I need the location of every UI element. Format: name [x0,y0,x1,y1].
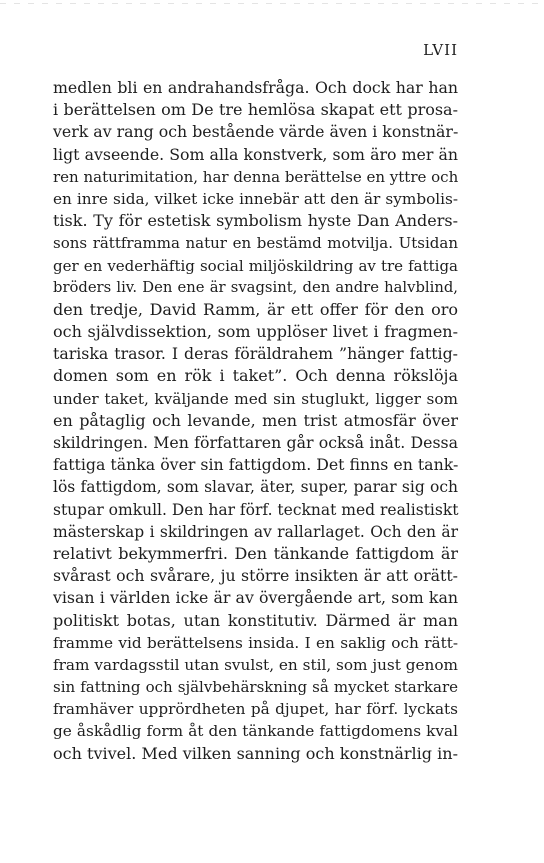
text-line: framme vid berättelsens insida. I en saklig och rätt- [53,633,458,652]
text-line: och tvivel. Med vilken sanning och konstnärlig in- [53,743,458,763]
text-line: skildringen. Men författaren går också inåt. Dessa [53,433,458,452]
text-line: politiskt botas, utan konstitutiv. Därmed är man [53,610,458,630]
text-line: visan i världen icke är av övergående art, som kan [53,588,458,608]
scan-edge-marks [0,3,544,4]
text-line: lös fattigdom, som slavar, äter, super, parar sig och [53,478,458,497]
body-text [53,77,458,765]
text-line: ren naturimitation, har denna berättelse en yttre och [53,167,459,186]
text-line: stupar omkull. Den har förf. tecknat med realistiskt [53,500,459,519]
text-line: fram vardagsstil utan svulst, en stil, som just genom [53,655,458,674]
text-line: relativt bekymmerfri. Den tänkande fattigdom är [53,543,458,563]
text-line: bröders liv. Den ene är svagsint, den andre halvblind, [53,278,458,296]
text-line: ge åskådlig form åt den tänkande fattigdomens kval [53,722,458,741]
text-line: fattiga tänka över sin fattigdom. Det finns en tank- [53,455,459,475]
text-line: tariska trasor. I deras föräldrahem ”hänger fattig- [53,344,458,364]
text-line: sin fattning och självbehärskning så mycket starkare [53,678,458,697]
text-line: en påtaglig och levande, men trist atmosfär över [53,410,458,430]
text-line: domen som en rök i taket”. Och denna rökslöja [53,366,458,386]
text-line: ligt avseende. Som alla konstverk, som äro mer än [53,144,458,164]
text-line: en inre sida, vilket icke innebär att den är symbolis- [53,189,458,208]
text-line: den tredje, David Ramm, är ett offer för den oro [53,299,458,319]
text-line: svårast och svårare, ju större insikten är att orätt- [53,566,458,586]
text-line: under taket, kväljande med sin stuglukt, ligger som [53,389,458,408]
text-line: tisk. Ty för estetisk symbolism hyste Dan Anders- [53,211,458,231]
text-line: medlen bli en andrahandsfråga. Och dock har han [53,78,458,97]
text-line: verk av rang och bestående värde även i konstnär- [53,122,459,142]
text-line: sons rättframma natur en bestämd motvilja. Utsidan [53,234,458,253]
text-line: ger en vederhäftig social miljöskildring av tre fattiga [53,256,458,275]
text-line: och självdissektion, som upplöser livet i fragmen- [53,322,458,342]
text-line: mästerskap i skildringen av rallarlaget. Och den är [53,522,458,541]
page-number: LVII [423,41,458,59]
text-line: framhäver upprördheten på djupet, har förf. lyckats [53,700,458,719]
text-line: i berättelsen om De tre hemlösa skapat ett prosa- [53,100,458,120]
